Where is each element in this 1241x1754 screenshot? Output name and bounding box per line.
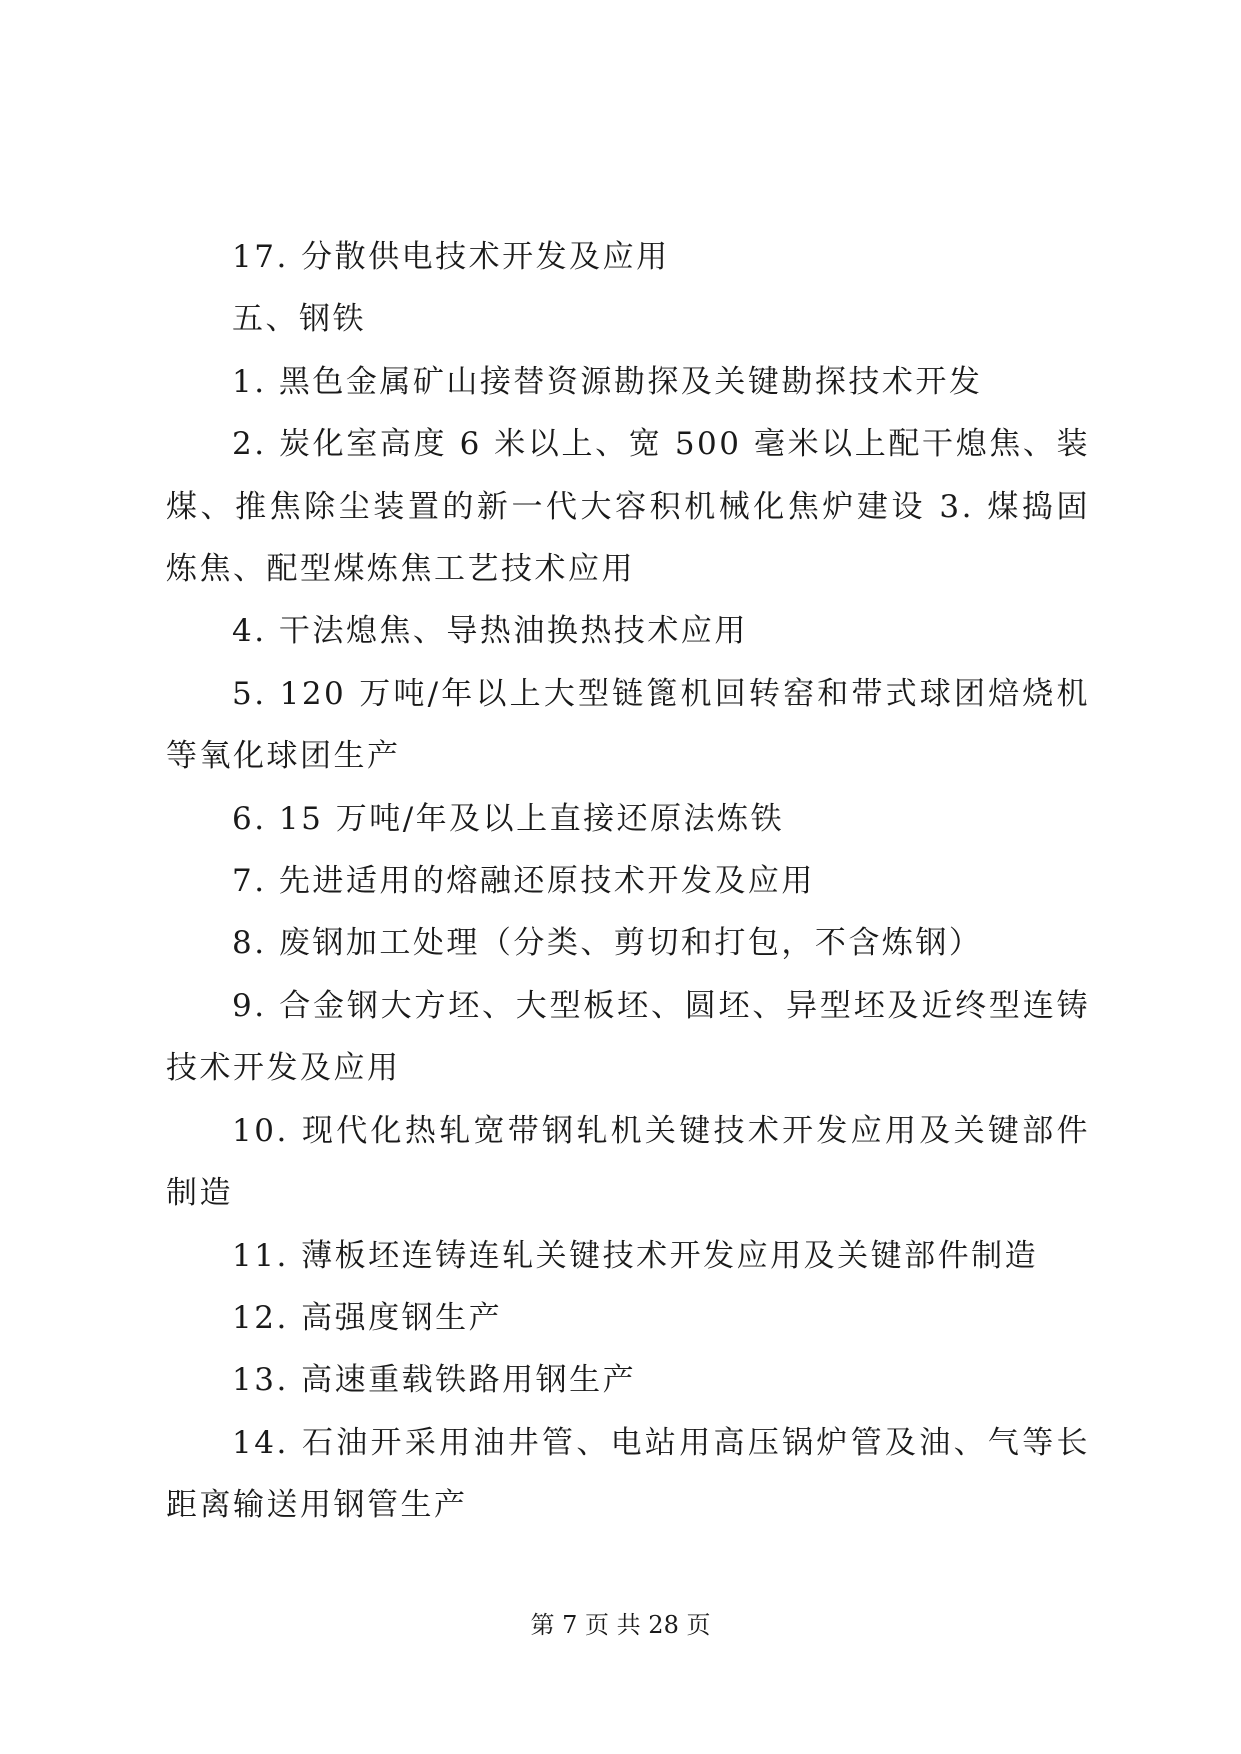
paragraph: 1. 黑色金属矿山接替资源勘探及关键勘探技术开发	[232, 363, 983, 400]
paragraph: 5. 120 万吨/年以上大型链篦机回转窑和带式球团焙烧机等氧化球团生产	[166, 675, 1090, 775]
paragraph: 13. 高速重载铁路用钢生产	[232, 1362, 637, 1399]
paragraph: 10. 现代化热轧宽带钢轧机关键技术开发应用及关键部件制造	[166, 1112, 1090, 1212]
paragraph: 2. 炭化室高度 6 米以上、宽 500 毫米以上配干熄焦、装煤、推焦除尘装置的新一代大容积机械化焦炉建设 3. 煤捣固炼焦、配型煤炼焦工艺技术应用	[166, 426, 1090, 588]
paragraph: 8. 废钢加工处理（分类、剪切和打包，不含炼钢）	[232, 925, 983, 962]
page-number-footer: 第 7 页 共 28 页	[530, 1611, 711, 1639]
paragraph: 9. 合金钢大方坯、大型板坯、圆坯、异型坯及近终型连铸技术开发及应用	[166, 987, 1090, 1087]
paragraph: 7. 先进适用的熔融还原技术开发及应用	[232, 863, 815, 900]
section-heading: 五、钢铁	[232, 301, 366, 338]
paragraph: 12. 高强度钢生产	[232, 1299, 503, 1336]
document-body	[166, 226, 1090, 1537]
paragraph: 4. 干法熄焦、导热油换热技术应用	[232, 613, 748, 650]
paragraph: 14. 石油开采用油井管、电站用高压锅炉管及油、气等长距离输送用钢管生产	[166, 1424, 1090, 1524]
paragraph: 6. 15 万吨/年及以上直接还原法炼铁	[232, 800, 785, 837]
paragraph: 11. 薄板坯连铸连轧关键技术开发应用及关键部件制造	[232, 1237, 1039, 1274]
paragraph: 17. 分散供电技术开发及应用	[232, 239, 670, 275]
